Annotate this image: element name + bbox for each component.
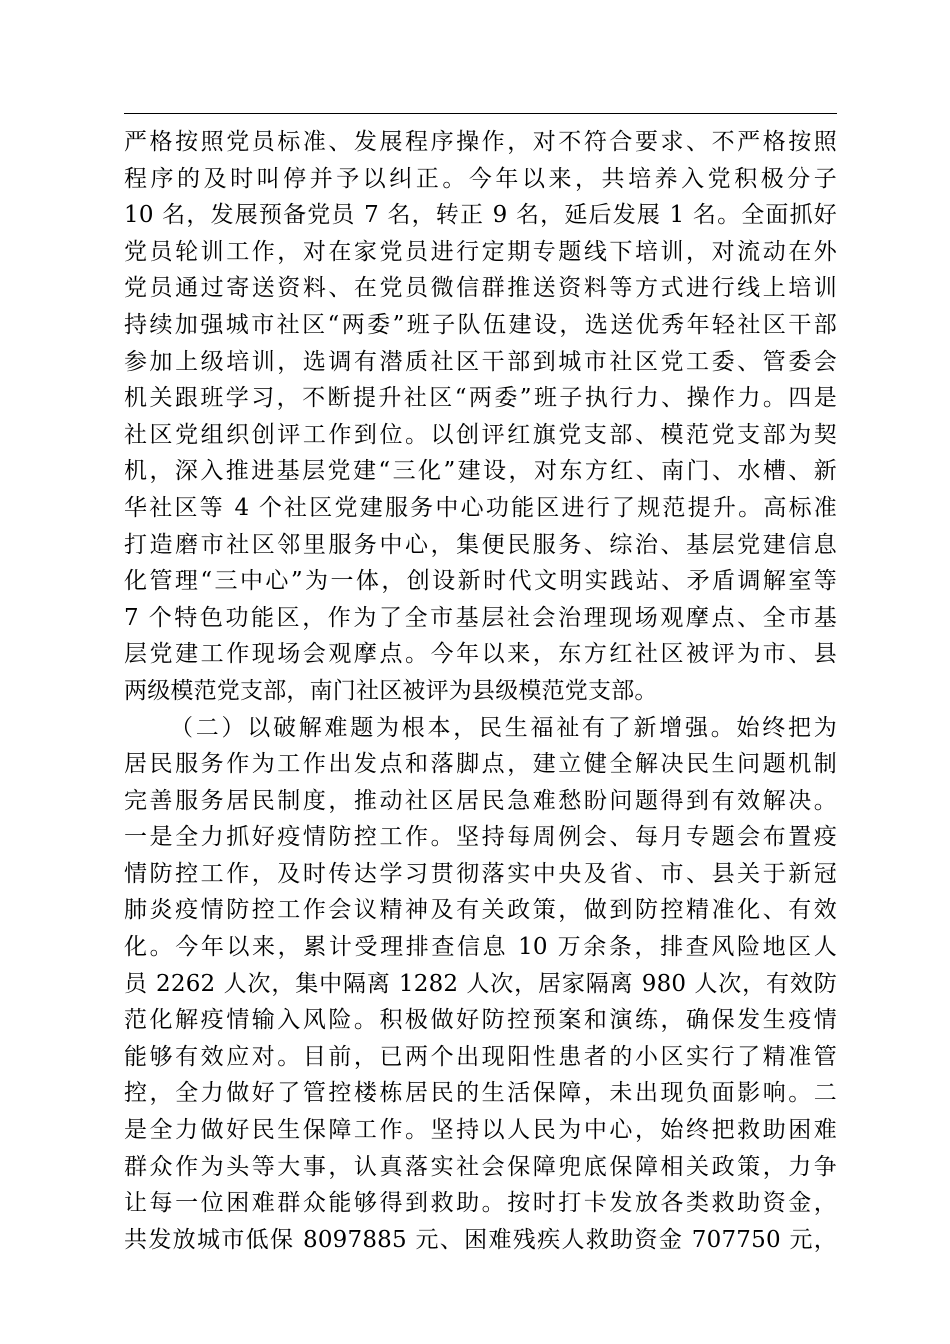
paragraph-end-line: 两级模范党支部，南门社区被评为县级模范党支部。 bbox=[124, 677, 658, 704]
text-line: 是全力做好民生保障工作。坚持以人民为中心，始终把救助困难 bbox=[124, 1117, 837, 1144]
text-line: 打造磨市社区邻里服务中心，集便民服务、综治、基层党建信息 bbox=[124, 531, 837, 558]
text-line: 化。今年以来，累计受理排查信息 10 万余条，排查风险地区人 bbox=[124, 934, 837, 961]
text-line: 参加上级培训，选调有潜质社区干部到城市社区党工委、管委会 bbox=[124, 348, 837, 375]
header-rule bbox=[124, 113, 837, 114]
text-line: 华社区等 4 个社区党建服务中心功能区进行了规范提升。高标准 bbox=[124, 494, 837, 521]
text-line: 机关跟班学习，不断提升社区“两委”班子执行力、操作力。四是 bbox=[124, 385, 837, 412]
text-line: 党员轮训工作，对在家党员进行定期专题线下培训，对流动在外 bbox=[124, 238, 837, 265]
text-line: 层党建工作现场会观摩点。今年以来，东方红社区被评为市、县 bbox=[124, 641, 837, 668]
text-line: 程序的及时叫停并予以纠正。今年以来，共培养入党积极分子 bbox=[124, 165, 837, 192]
text-line: 10 名，发展预备党员 7 名，转正 9 名，延后发展 1 名。全面抓好 bbox=[124, 202, 837, 229]
body-text bbox=[124, 124, 837, 1258]
text-line: 持续加强城市社区“两委”班子队伍建设，选送优秀年轻社区干部 bbox=[124, 311, 837, 338]
text-line: 情防控工作，及时传达学习贯彻落实中央及省、市、县关于新冠 bbox=[124, 860, 837, 887]
text-line: 一是全力抓好疫情防控工作。坚持每周例会、每月专题会布置疫 bbox=[124, 824, 837, 851]
text-line: 完善服务居民制度，推动社区居民急难愁盼问题得到有效解决。 bbox=[124, 787, 837, 814]
text-line: 社区党组织创评工作到位。以创评红旗党支部、模范党支部为契 bbox=[124, 421, 837, 448]
text-line: 共发放城市低保 8097885 元、困难残疾人救助资金 707750 元， bbox=[124, 1226, 837, 1253]
text-line: 党员通过寄送资料、在党员微信群推送资料等方式进行线上培训 bbox=[124, 275, 837, 302]
text-line: 范化解疫情输入风险。积极做好防控预案和演练，确保发生疫情 bbox=[124, 1007, 837, 1034]
text-line: 严格按照党员标准、发展程序操作，对不符合要求、不严格按照 bbox=[124, 129, 837, 155]
text-line: 化管理“三中心”为一体，创设新时代文明实践站、矛盾调解室等 bbox=[124, 568, 837, 595]
text-line: 能够有效应对。目前，已两个出现阳性患者的小区实行了精准管 bbox=[124, 1043, 837, 1070]
text-line: 控，全力做好了管控楼栋居民的生活保障，未出现负面影响。二 bbox=[124, 1080, 837, 1107]
text-line: 群众作为头等大事，认真落实社会保障兜底保障相关政策，力争 bbox=[124, 1153, 837, 1180]
text-line: 居民服务作为工作出发点和落脚点，建立健全解决民生问题机制 bbox=[124, 751, 837, 778]
text-line: 机，深入推进基层党建“三化”建设，对东方红、南门、水槽、新 bbox=[124, 458, 837, 485]
section-heading-line: （二）以破解难题为根本，民生福祉有了新增强。始终把为 bbox=[170, 714, 837, 741]
text-line: 7 个特色功能区，作为了全市基层社会治理现场观摩点、全市基 bbox=[124, 604, 837, 631]
text-line: 让每一位困难群众能够得到救助。按时打卡发放各类救助资金， bbox=[124, 1190, 837, 1217]
text-line: 员 2262 人次，集中隔离 1282 人次，居家隔离 980 人次，有效防 bbox=[124, 970, 837, 997]
text-line: 肺炎疫情防控工作会议精神及有关政策，做到防控精准化、有效 bbox=[124, 897, 837, 924]
